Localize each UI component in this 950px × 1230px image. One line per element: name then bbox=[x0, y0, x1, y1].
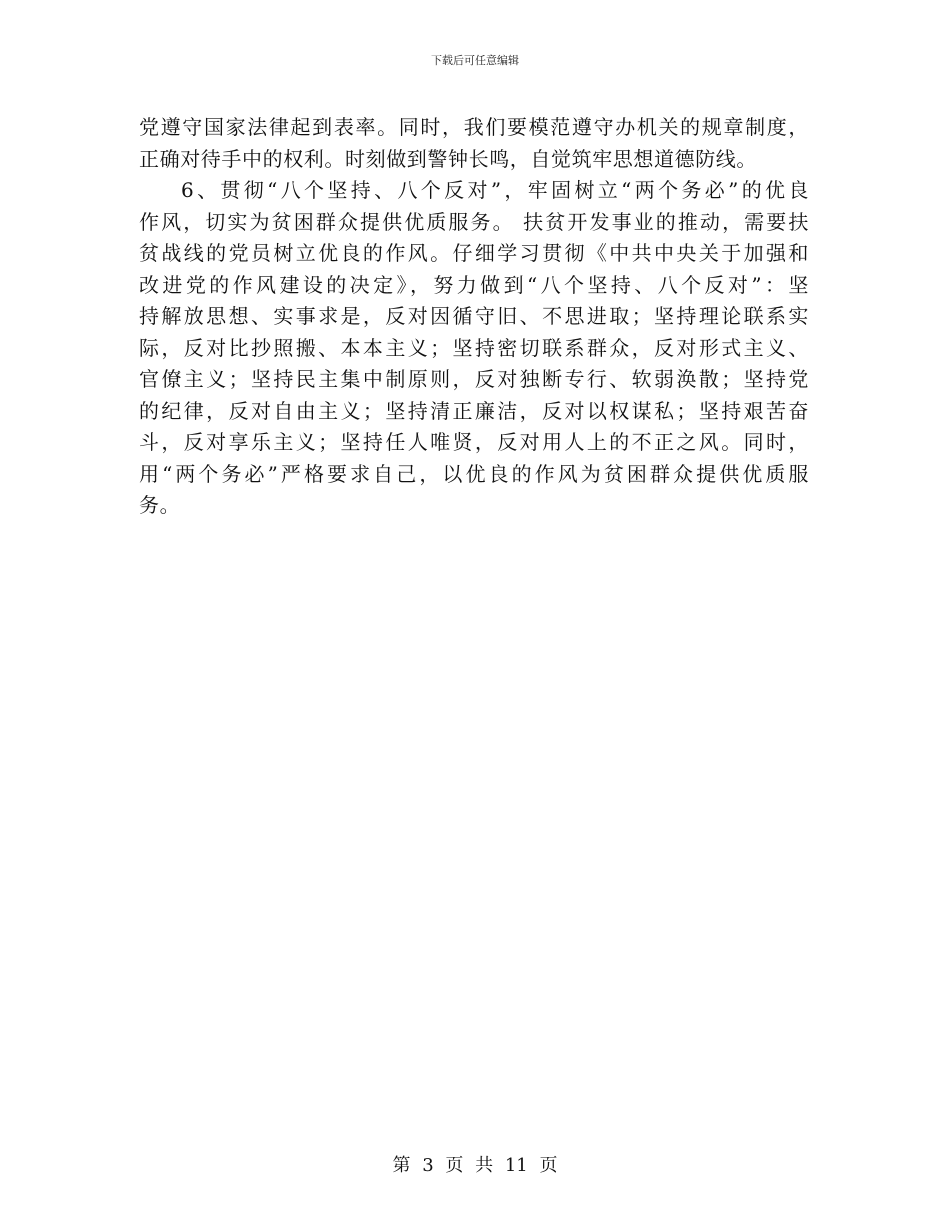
text-line: 持解放思想、实事求是，反对因循守旧、不思进取；坚持理论联系实 bbox=[139, 304, 809, 328]
text-line: 党遵守国家法律起到表率。同时，我们要模范遵守办机关的规章制度， bbox=[139, 115, 809, 139]
paragraph-1 bbox=[139, 112, 809, 175]
text-line: 用“两个务必”严格要求自己，以优良的作风为贫困群众提供优质服 bbox=[139, 461, 809, 486]
text-line: 官僚主义；坚持民主集中制原则，反对独断专行、软弱涣散；坚持党 bbox=[139, 367, 809, 391]
text-line: 斗，反对享乐主义；坚持任人唯贤，反对用人上的不正之风。同时， bbox=[139, 430, 809, 454]
text-line: 作风，切实为贫困群众提供优质服务。 扶贫开发事业的推动，需要扶 bbox=[139, 209, 809, 234]
paragraph-2 bbox=[139, 175, 809, 522]
text-line: 际，反对比抄照搬、本本主义；坚持密切联系群众，反对形式主义、 bbox=[139, 335, 809, 360]
text-line: 6、贯彻“八个坚持、八个反对”，牢固树立“两个务必”的优良 bbox=[181, 178, 809, 202]
text-line: 正确对待手中的权利。时刻做到警钟长鸣，自觉筑牢思想道德防线。 bbox=[139, 146, 757, 171]
document-body bbox=[139, 112, 809, 522]
page-header: 下载后可任意编辑 bbox=[431, 54, 519, 67]
text-line: 贫战线的党员树立优良的作风。仔细学习贯彻《中共中央关于加强和 bbox=[139, 241, 809, 265]
text-line: 的纪律，反对自由主义；坚持清正廉洁，反对以权谋私；坚持艰苦奋 bbox=[139, 398, 809, 423]
text-line: 改进党的作风建设的决定》，努力做到“八个坚持、八个反对”：坚 bbox=[139, 272, 809, 297]
text-line: 务。 bbox=[139, 493, 181, 517]
page-number-footer: 第 3 页 共 11 页 bbox=[392, 1155, 558, 1176]
